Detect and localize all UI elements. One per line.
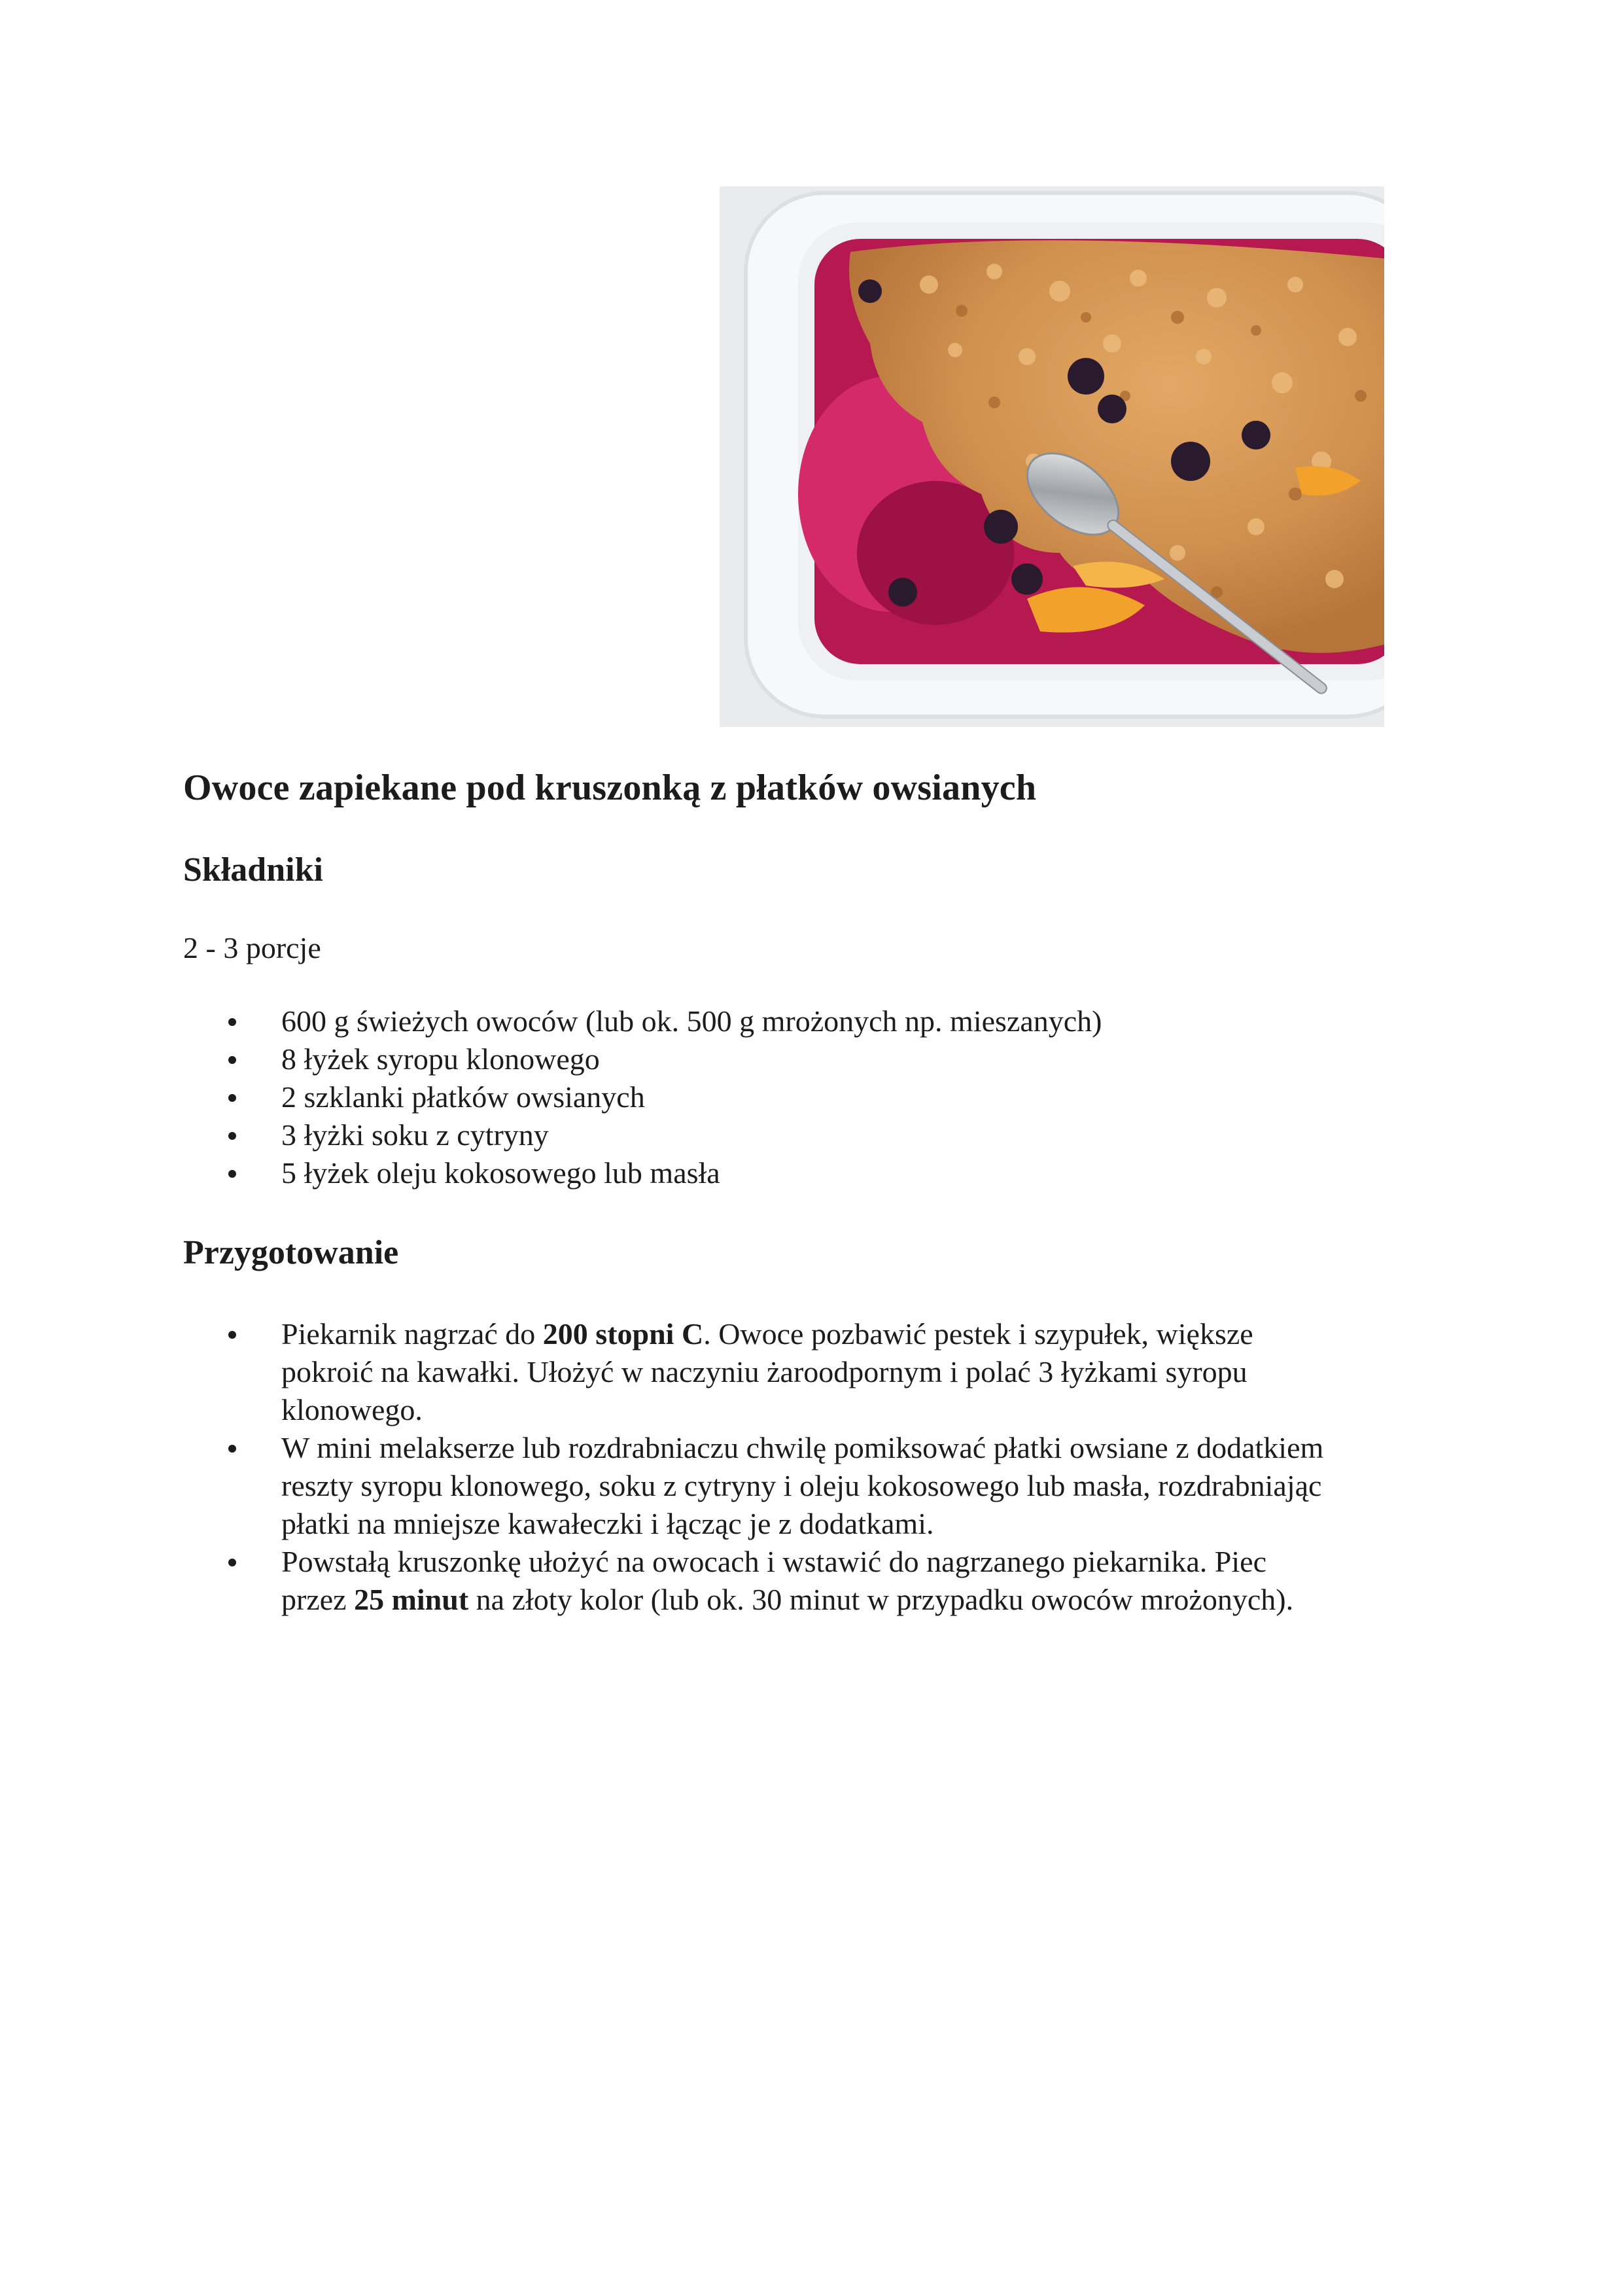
list-item <box>0 1116 1102 1154</box>
bullet-icon <box>228 1170 236 1178</box>
step-text: Piekarnik nagrzać do <box>281 1317 543 1351</box>
list-item <box>0 1315 1439 1429</box>
step-line: W mini melakserze lub rozdrabniaczu chwilę pomiksować płatki owsiane z dodatkiem <box>281 1431 1324 1464</box>
step-line <box>281 1581 1439 1619</box>
step-text: przez <box>281 1583 355 1616</box>
step-text: . Owoce pozbawić pestek i szypułek, większe <box>703 1317 1253 1351</box>
bullet-icon <box>228 1331 236 1339</box>
list-item <box>0 1078 1102 1116</box>
bullet-icon <box>228 1559 236 1566</box>
time-emphasis: 25 minut <box>354 1583 469 1616</box>
list-item <box>0 1002 1102 1040</box>
bullet-icon <box>228 1094 236 1102</box>
bullet-icon <box>228 1445 236 1453</box>
temperature-emphasis: 200 stopni C <box>542 1317 704 1351</box>
list-item <box>0 1154 1102 1192</box>
recipe-title: Owoce zapiekane pod kruszonką z płatków owsianych <box>183 768 1037 808</box>
ingredients-heading: Składniki <box>183 851 323 889</box>
preparation-steps <box>0 1315 1439 1619</box>
ingredient-text: 2 szklanki płatków owsianych <box>281 1080 645 1114</box>
preparation-heading: Przygotowanie <box>183 1234 399 1271</box>
bullet-icon <box>228 1056 236 1064</box>
list-item <box>0 1429 1439 1543</box>
bullet-icon <box>228 1132 236 1140</box>
step-line: Powstałą kruszonkę ułożyć na owocach i wstawić do nagrzanego piekarnika. Piec <box>281 1545 1266 1578</box>
bullet-icon <box>228 1018 236 1026</box>
ingredient-text: 8 łyżek syropu klonowego <box>281 1042 600 1076</box>
servings: 2 - 3 porcje <box>183 931 321 964</box>
step-line: klonowego. <box>281 1393 423 1426</box>
ingredient-text: 5 łyżek oleju kokosowego lub masła <box>281 1156 720 1190</box>
crumble-photo <box>720 186 1384 727</box>
step-line: reszty syropu klonowego, soku z cytryny i oleju kokosowego lub masła, rozdrabniając <box>281 1469 1322 1502</box>
list-item <box>0 1543 1439 1619</box>
ingredient-text: 600 g świeżych owoców (lub ok. 500 g mrożonych np. mieszanych) <box>281 1004 1102 1038</box>
step-line: płatki na mniejsze kawałeczki i łącząc je z dodatkami. <box>281 1507 934 1540</box>
step-text: na złoty kolor (lub ok. 30 minut w przypadku owoców mrożonych). <box>468 1583 1294 1616</box>
ingredient-text: 3 łyżki soku z cytryny <box>281 1118 549 1152</box>
ingredients-list <box>0 1002 1102 1192</box>
step-line <box>281 1315 1439 1353</box>
list-item <box>0 1040 1102 1078</box>
step-line: pokroić na kawałki. Ułożyć w naczyniu żaroodpornym i polać 3 łyżkami syropu <box>281 1355 1248 1388</box>
